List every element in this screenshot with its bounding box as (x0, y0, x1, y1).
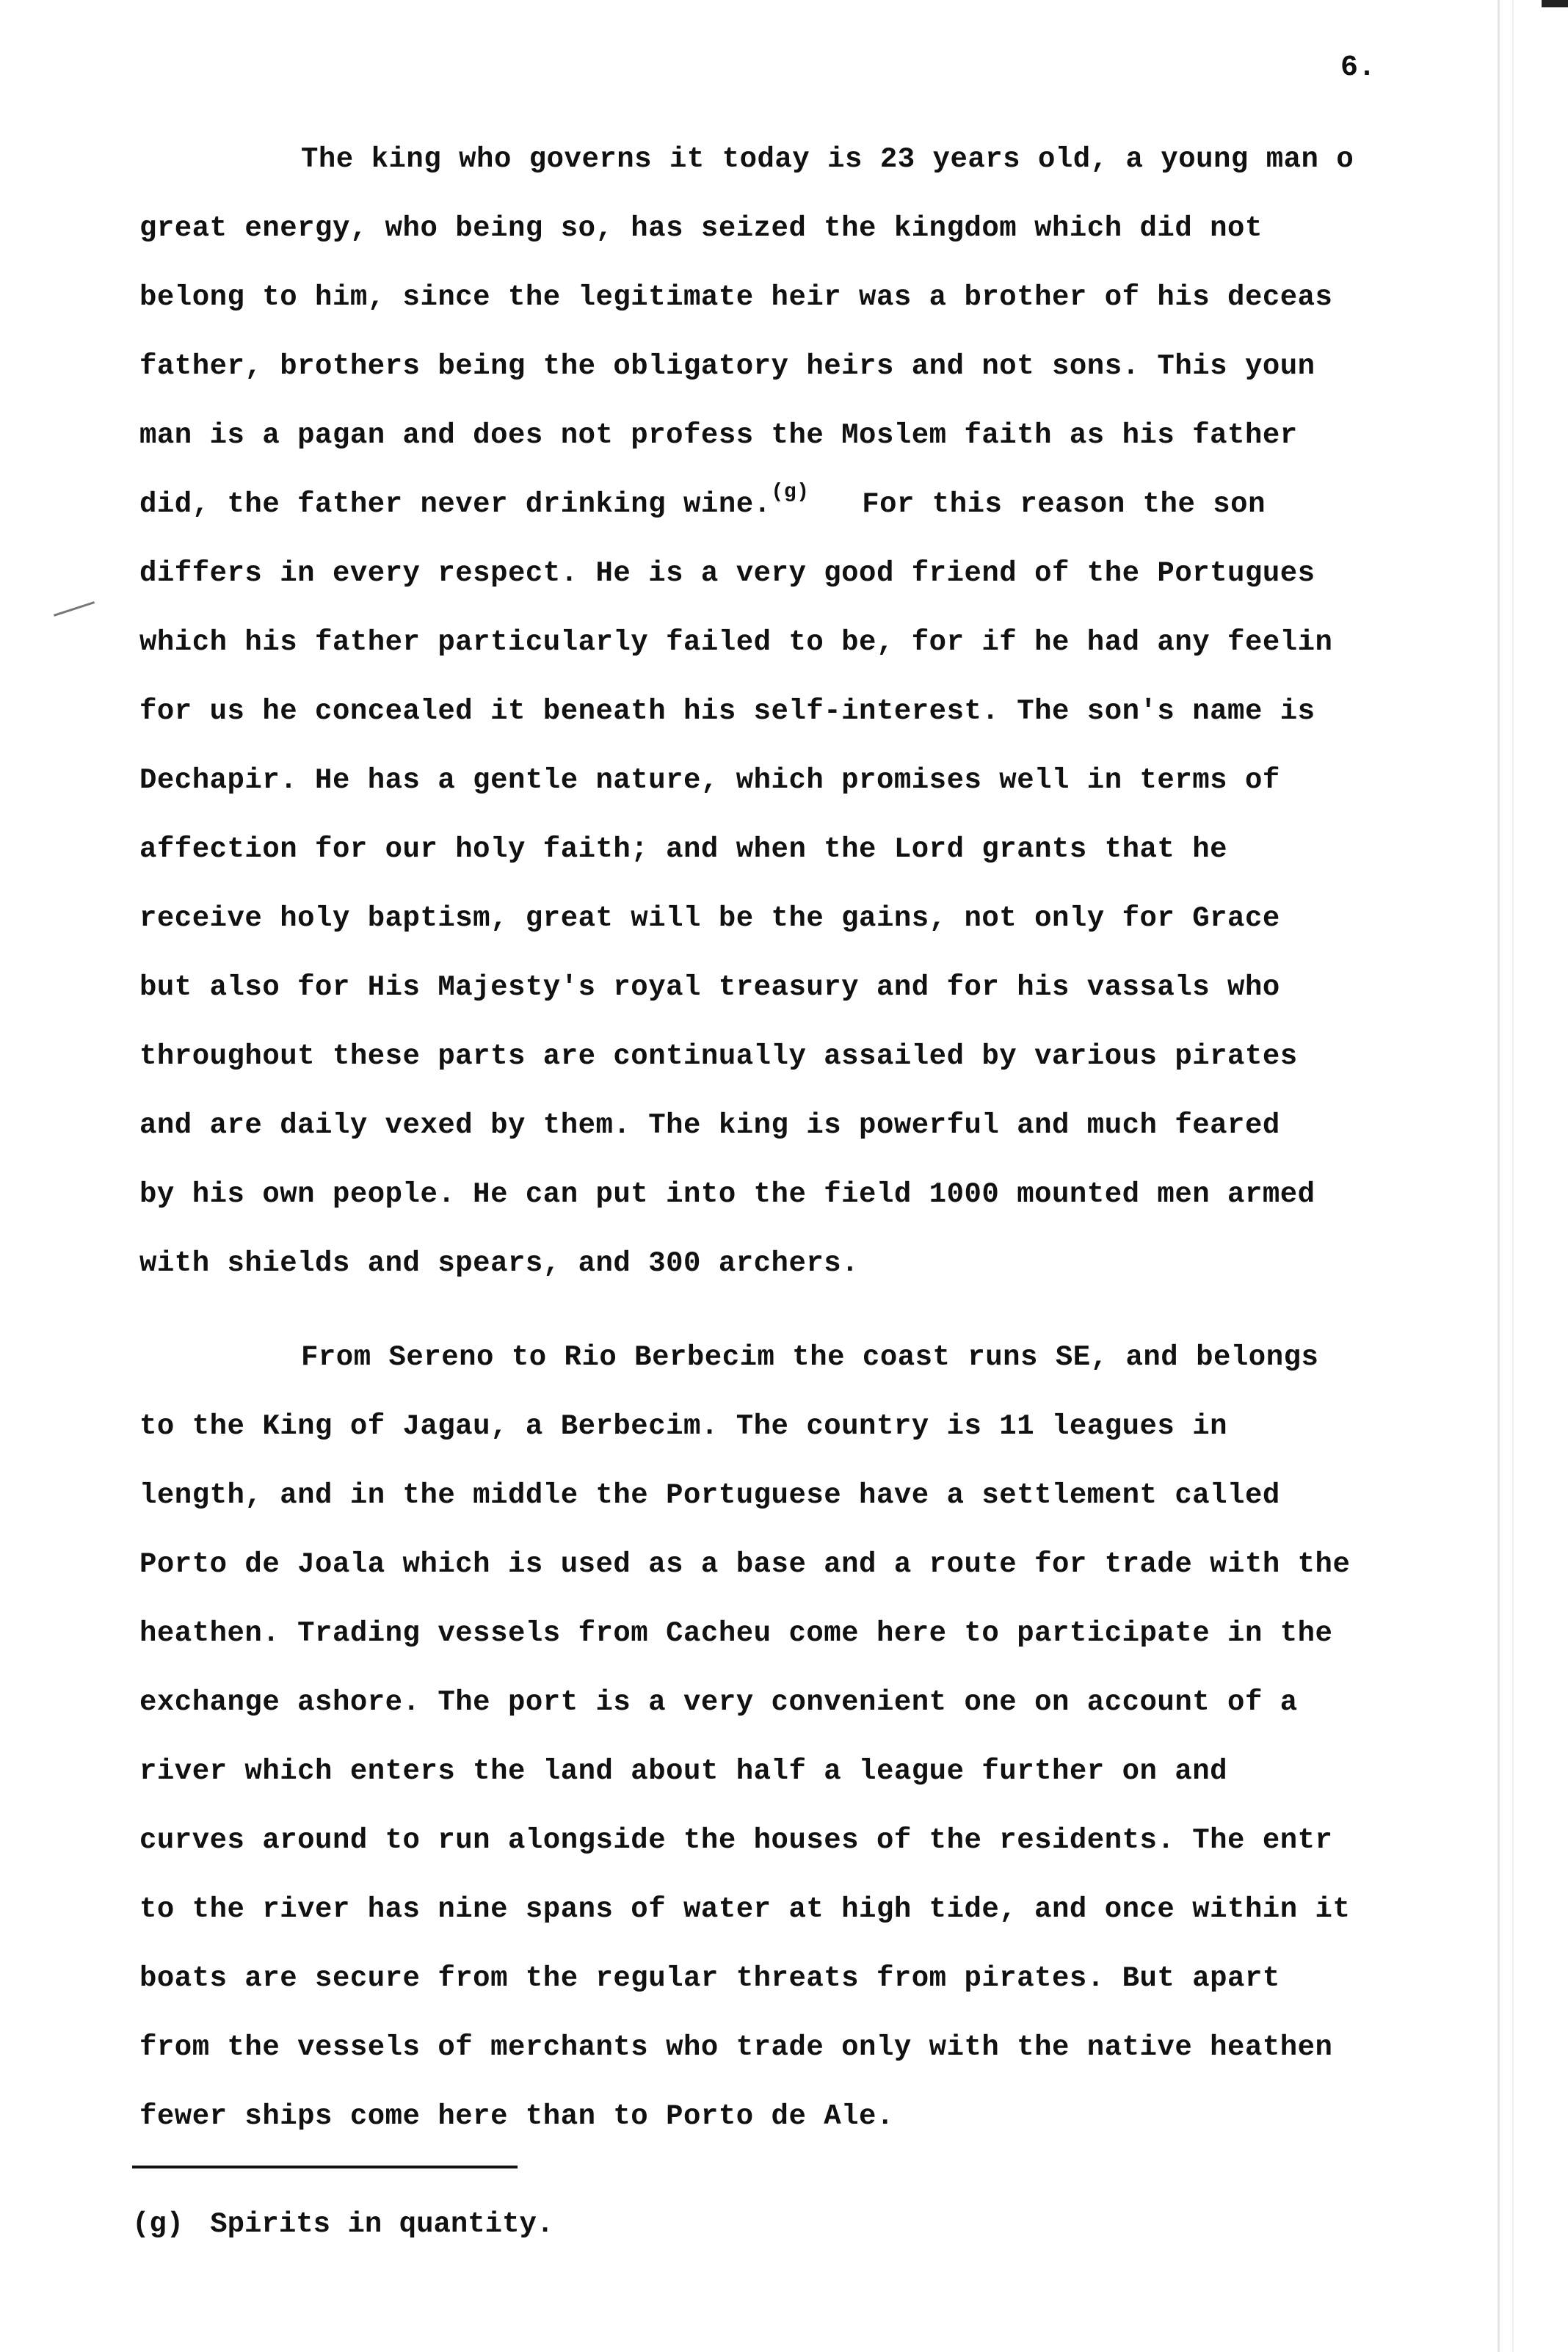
text-line: boats are secure from the regular threats from pirates. But apart (139, 1962, 1280, 1995)
text-line: to the river has nine spans of water at high tide, and once within it (139, 1893, 1351, 1925)
text-line: for us he concealed it beneath his self-interest. The son's name is (139, 695, 1315, 727)
text-line: from the vessels of merchants who trade only with the native heathen (139, 2031, 1333, 2064)
paragraph-1 (139, 125, 1468, 1298)
footnote-text: Spirits in quantity. (210, 2208, 554, 2240)
text-line: fewer ships come here than to Porto de Ale. (139, 2100, 894, 2133)
scan-edge-shadow (1512, 0, 1514, 2352)
text-line: belong to him, since the legitimate heir was a brother of his deceas (139, 281, 1333, 313)
text-segment: did, the father never drinking wine. (139, 488, 772, 520)
text-line: length, and in the middle the Portuguese have a settlement called (139, 1479, 1280, 1511)
text-line: and are daily vexed by them. The king is powerful and much feared (139, 1109, 1280, 1141)
text-line: by his own people. He can put into the field 1000 mounted men armed (139, 1178, 1315, 1211)
paragraph-2 (139, 1323, 1468, 2151)
page-number: 6. (1340, 51, 1376, 84)
text-line: Dechapir. He has a gentle nature, which promises well in terms of (139, 764, 1280, 796)
text-line: exchange ashore. The port is a very convenient one on account of a (139, 1686, 1298, 1718)
text-line: heathen. Trading vessels from Cacheu come here to participate in the (139, 1617, 1333, 1649)
scan-edge-shadow (1498, 0, 1500, 2352)
text-line: which his father particularly failed to be, for if he had any feelin (139, 626, 1333, 658)
footnote-divider (132, 2166, 518, 2168)
text-line: man is a pagan and does not profess the Moslem faith as his father (139, 419, 1298, 451)
text-line: but also for His Majesty's royal treasury and for his vassals who (139, 971, 1280, 1003)
text-line: to the King of Jagau, a Berbecim. The country is 11 leagues in (139, 1410, 1228, 1442)
text-line: differs in every respect. He is a very good friend of the Portugues (139, 557, 1315, 589)
text-line: throughout these parts are continually assailed by various pirates (139, 1040, 1298, 1072)
margin-mark (54, 601, 95, 617)
text-line: curves around to run alongside the houses of the residents. The entr (139, 1824, 1333, 1856)
scan-corner-mark (1542, 0, 1568, 7)
text-line: river which enters the land about half a league further on and (139, 1755, 1228, 1787)
text-line: with shields and spears, and 300 archers. (139, 1247, 860, 1280)
text-line: great energy, who being so, has seized the kingdom which did not (139, 212, 1263, 244)
text-line: receive holy baptism, great will be the gains, not only for Grace (139, 902, 1280, 934)
footnote (132, 2202, 553, 2246)
text-line-with-footnote-ref (139, 470, 1468, 539)
text-line: affection for our holy faith; and when the Lord grants that he (139, 833, 1228, 865)
text-line: father, brothers being the obligatory heirs and not sons. This youn (139, 350, 1315, 382)
text-line: From Sereno to Rio Berbecim the coast runs SE, and belongs (301, 1341, 1319, 1373)
text-segment: For this reason the son (862, 488, 1266, 520)
footnote-reference: (g) (771, 481, 810, 504)
footnote-marker: (g) (132, 2208, 184, 2240)
text-line: The king who governs it today is 23 years old, a young man o (301, 143, 1354, 175)
text-line: Porto de Joala which is used as a base and a route for trade with the (139, 1548, 1351, 1580)
